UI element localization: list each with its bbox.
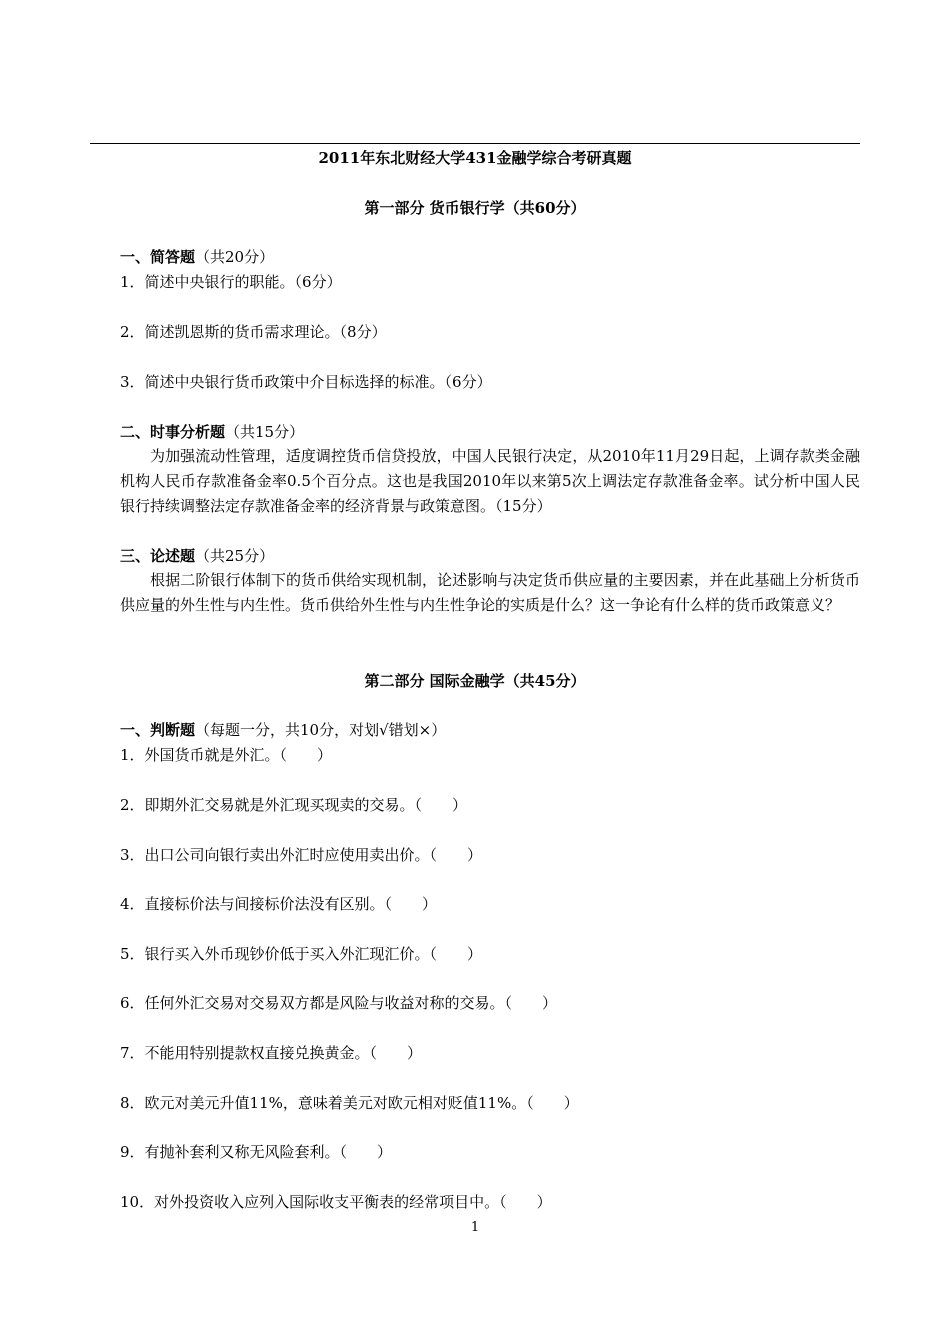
part1-sec3-paragraph: 根据二阶银行体制下的货币供给实现机制，论述影响与决定货币供应量的主要因素，并在此基础上分析货币供应量的外生性与内生性。货币供给外生性与内生性争论的实质是什么？这一争论有什么样的货币政策意义？: [120, 571, 860, 614]
judgment-item-8: 8．欧元对美元升值11%，意味着美元对欧元相对贬值11%。（ ）: [120, 1094, 579, 1112]
judgment-item-2: 2．即期外汇交易就是外汇现买现卖的交易。（ ）: [120, 796, 468, 814]
part1-sec1-heading: [120, 247, 274, 267]
judgment-item-7: 7．不能用特别提款权直接兑换黄金。（ ）: [120, 1044, 423, 1062]
part1-sec2-title: 二、时事分析题: [120, 423, 226, 441]
judgment-item-1: 1．外国货币就是外汇。（ ）: [120, 746, 333, 764]
judgment-item-6: 6．任何外汇交易对交易双方都是风险与收益对称的交易。（ ）: [120, 994, 558, 1012]
part1-sec2-score: （共15分）: [225, 423, 305, 441]
part1-sec3-heading: [120, 546, 274, 566]
judgment-item-5: 5．银行买入外币现钞价低于买入外汇现汇价。（ ）: [120, 945, 483, 963]
part1-title: 第一部分 货币银行学（共60分）: [364, 199, 586, 217]
part1-sec3-title: 三、论述题: [120, 547, 196, 565]
part2-sec1-title: 一、判断题: [120, 721, 196, 739]
part1-sec1-score: （共20分）: [195, 248, 275, 266]
part1-sec1-item-1: 1．简述中央银行的职能。（6分）: [120, 273, 342, 291]
part2-sec1-heading: [120, 720, 446, 740]
page-number: 1: [470, 1220, 480, 1235]
part2-sec1-score: （每题一分，共10分，对划√错划×）: [195, 721, 447, 739]
part1-sec1-item-2: 2．简述凯恩斯的货币需求理论。（8分）: [120, 323, 387, 341]
header-rule: [90, 143, 860, 144]
document-title: 2011年东北财经大学431金融学综合考研真题: [318, 149, 632, 167]
part1-sec2-paragraph: 为加强流动性管理，适度调控货币信贷投放，中国人民银行决定，从2010年11月29日起，上调存款类金融机构人民币存款准备金率0.5个百分点。这也是我国2010年以来第5次上调法定存款准备金率。试分析中国人民银行持续调整法定存款准备金率的经济背景与政策意图。（15分）: [120, 447, 860, 515]
part1-sec1-item-3: 3．简述中央银行货币政策中介目标选择的标准。（6分）: [120, 373, 492, 391]
part1-sec1-title: 一、简答题: [120, 248, 196, 266]
judgment-item-9: 9．有抛补套利又称无风险套利。（ ）: [120, 1143, 393, 1161]
judgment-item-10: 10．对外投资收入应列入国际收支平衡表的经常项目中。（ ）: [120, 1193, 552, 1211]
part2-title: 第二部分 国际金融学（共45分）: [364, 672, 586, 690]
judgment-item-3: 3．出口公司向银行卖出外汇时应使用卖出价。（ ）: [120, 846, 483, 864]
part1-sec2-heading: [120, 422, 304, 442]
part1-sec3-score: （共25分）: [195, 547, 275, 565]
judgment-item-4: 4．直接标价法与间接标价法没有区别。（ ）: [120, 895, 438, 913]
